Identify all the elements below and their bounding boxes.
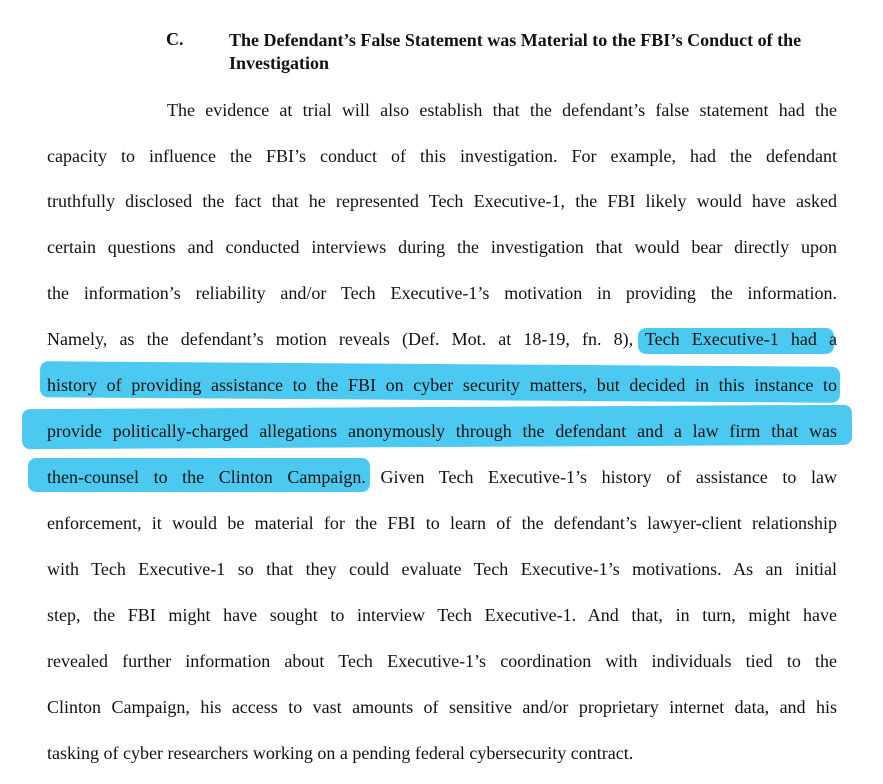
text-line: certain questions and conducted interviews during the investigation that would bear directly upon	[47, 237, 837, 257]
section-heading: The Defendant’s False Statement was Material to the FBI’s Conduct of the Investigation	[229, 30, 802, 73]
text-line: with Tech Executive-1 so that they could evaluate Tech Executive-1’s motivations. As an initial	[47, 559, 837, 579]
text-line: capacity to influence the FBI’s conduct of this investigation. For example, had the defendant	[47, 146, 837, 166]
text-line: The evidence at trial will also establish that the defendant’s false statement had the	[167, 100, 837, 120]
text-line: truthfully disclosed the fact that he represented Tech Executive-1, the FBI likely would have asked	[47, 191, 837, 211]
text-line: the information’s reliability and/or Tech Executive-1’s motivation in providing the information.	[47, 283, 837, 303]
text-line: tasking of cyber researchers working on a pending federal cybersecurity contract.	[47, 743, 634, 763]
text-line: revealed further information about Tech Executive-1’s coordination with individuals tied to the	[47, 651, 837, 671]
text-line-highlighted: history of providing assistance to the FBI on cyber security matters, but decided in this instance to	[47, 375, 837, 395]
text-line: step, the FBI might have sought to interview Tech Executive-1. And that, in turn, might have	[47, 605, 837, 625]
text-line: Namely, as the defendant’s motion reveals (Def. Mot. at 18-19, fn. 8), Tech Executive-1 had a	[47, 329, 837, 349]
text-line: then-counsel to the Clinton Campaign. Given Tech Executive-1’s history of assistance to law	[47, 467, 837, 487]
text-line-highlighted: provide politically-charged allegations anonymously through the defendant and a law firm that was	[47, 421, 837, 441]
text-line: Clinton Campaign, his access to vast amounts of sensitive and/or proprietary internet data, and his	[47, 697, 837, 717]
section-letter: C.	[166, 29, 184, 49]
text-line: enforcement, it would be material for the FBI to learn of the defendant’s lawyer-client relationship	[47, 513, 837, 533]
